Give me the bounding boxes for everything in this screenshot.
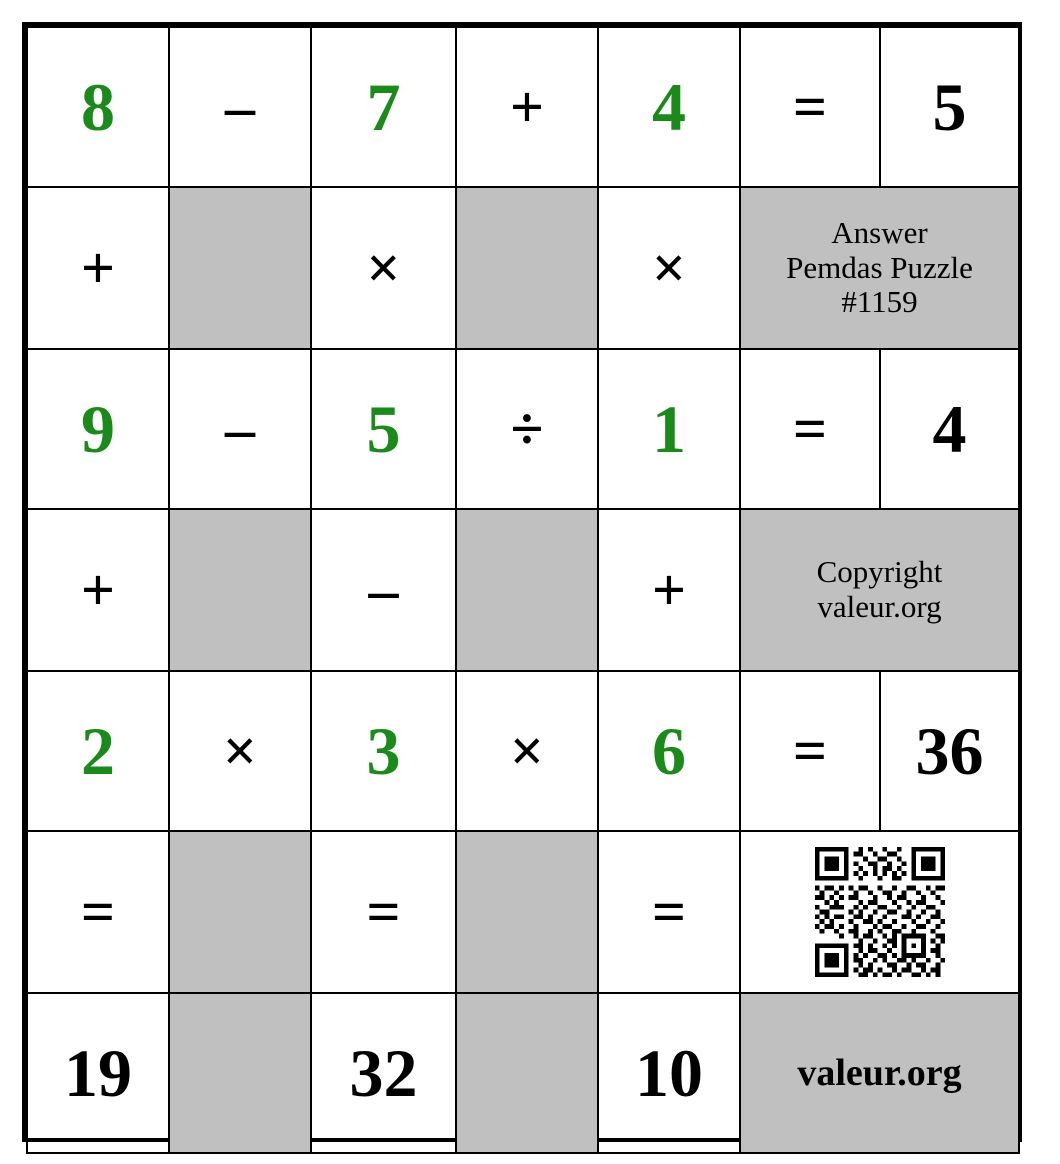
- operator-symbol: –: [368, 557, 399, 623]
- cell-operator: [311, 509, 456, 671]
- cell-operand: [27, 349, 169, 509]
- cell-column-total: [598, 993, 740, 1153]
- cell-operator: [456, 27, 598, 187]
- cell-operand: [311, 27, 456, 187]
- operator-symbol: +: [80, 235, 116, 301]
- copyright-box: [740, 509, 1019, 671]
- table-row: [27, 671, 1019, 831]
- equals-symbol: =: [80, 879, 116, 945]
- cell-blank: [169, 831, 311, 993]
- cell-operator: [169, 349, 311, 509]
- copyright-line-2: valeur.org: [817, 589, 942, 624]
- result-value: 36: [915, 713, 984, 789]
- operator-symbol: ×: [509, 718, 545, 784]
- cell-operator: [598, 509, 740, 671]
- cell-operand: [598, 671, 740, 831]
- cell-operator: [456, 349, 598, 509]
- operand-value: 3: [366, 713, 401, 789]
- cell-operator: [27, 187, 169, 349]
- operand-value: 9: [81, 391, 115, 467]
- puzzle-number: #1159: [841, 284, 918, 320]
- cell-operand: [311, 671, 456, 831]
- column-total-value: 32: [349, 1035, 418, 1111]
- cell-equals: [27, 831, 169, 993]
- operator-symbol: +: [80, 557, 116, 623]
- operator-symbol: –: [225, 74, 255, 140]
- brand-label: valeur.org: [797, 1052, 962, 1094]
- equals-symbol: =: [366, 879, 401, 945]
- operand-value: 5: [366, 391, 401, 467]
- cell-equals: [598, 831, 740, 993]
- operand-value: 7: [366, 69, 401, 145]
- result-value: 5: [932, 69, 967, 145]
- answer-info-box: [740, 187, 1019, 349]
- equals-symbol: =: [792, 74, 828, 140]
- cell-operand: [27, 671, 169, 831]
- cell-operator: [27, 509, 169, 671]
- operator-symbol: +: [651, 557, 687, 623]
- cell-result: [880, 27, 1019, 187]
- cell-blank: [456, 831, 598, 993]
- table-row: [27, 27, 1019, 187]
- column-total-value: 10: [635, 1035, 703, 1111]
- operator-symbol: ÷: [510, 396, 544, 462]
- operand-value: 1: [652, 391, 686, 467]
- cell-equals: [311, 831, 456, 993]
- table-row: [27, 187, 1019, 349]
- operand-value: 2: [81, 713, 115, 789]
- qr-code-cell: [740, 831, 1019, 993]
- cell-blank: [169, 187, 311, 349]
- puzzle-name: Pemdas Puzzle: [786, 249, 973, 285]
- cell-result: [880, 349, 1019, 509]
- puzzle-grid-container: [22, 22, 1022, 1142]
- cell-operand: [27, 27, 169, 187]
- cell-operator: [598, 187, 740, 349]
- cell-equals: [740, 671, 880, 831]
- cell-column-total: [311, 993, 456, 1153]
- cell-operand: [311, 349, 456, 509]
- operator-symbol: –: [225, 396, 255, 462]
- pemdas-puzzle-table: [26, 26, 1020, 1154]
- operator-symbol: ×: [651, 235, 687, 301]
- table-row: [27, 831, 1019, 993]
- equals-symbol: =: [792, 396, 828, 462]
- cell-blank: [456, 509, 598, 671]
- result-value: 4: [932, 391, 967, 467]
- cell-operand: [598, 349, 740, 509]
- answer-title: Answer: [831, 214, 928, 250]
- operand-value: 6: [652, 713, 686, 789]
- cell-blank: [169, 993, 311, 1153]
- brand-cell: [740, 993, 1019, 1153]
- cell-operator: [456, 671, 598, 831]
- table-row: [27, 509, 1019, 671]
- cell-result: [880, 671, 1019, 831]
- cell-operator: [169, 671, 311, 831]
- cell-operand: [598, 27, 740, 187]
- cell-blank: [456, 187, 598, 349]
- table-row: [27, 349, 1019, 509]
- operand-value: 8: [81, 69, 115, 145]
- operator-symbol: +: [509, 74, 545, 140]
- cell-blank: [456, 993, 598, 1153]
- cell-equals: [740, 349, 880, 509]
- cell-column-total: [27, 993, 169, 1153]
- operator-symbol: ×: [366, 235, 401, 301]
- cell-operator: [311, 187, 456, 349]
- table-row: [27, 993, 1019, 1153]
- column-total-value: 19: [64, 1035, 132, 1111]
- cell-operator: [169, 27, 311, 187]
- qr-code-icon: [810, 842, 950, 982]
- cell-blank: [169, 509, 311, 671]
- equals-symbol: =: [792, 718, 828, 784]
- operator-symbol: ×: [222, 718, 258, 784]
- equals-symbol: =: [651, 879, 687, 945]
- cell-equals: [740, 27, 880, 187]
- copyright-line-1: Copyright: [816, 554, 943, 590]
- operand-value: 4: [652, 69, 686, 145]
